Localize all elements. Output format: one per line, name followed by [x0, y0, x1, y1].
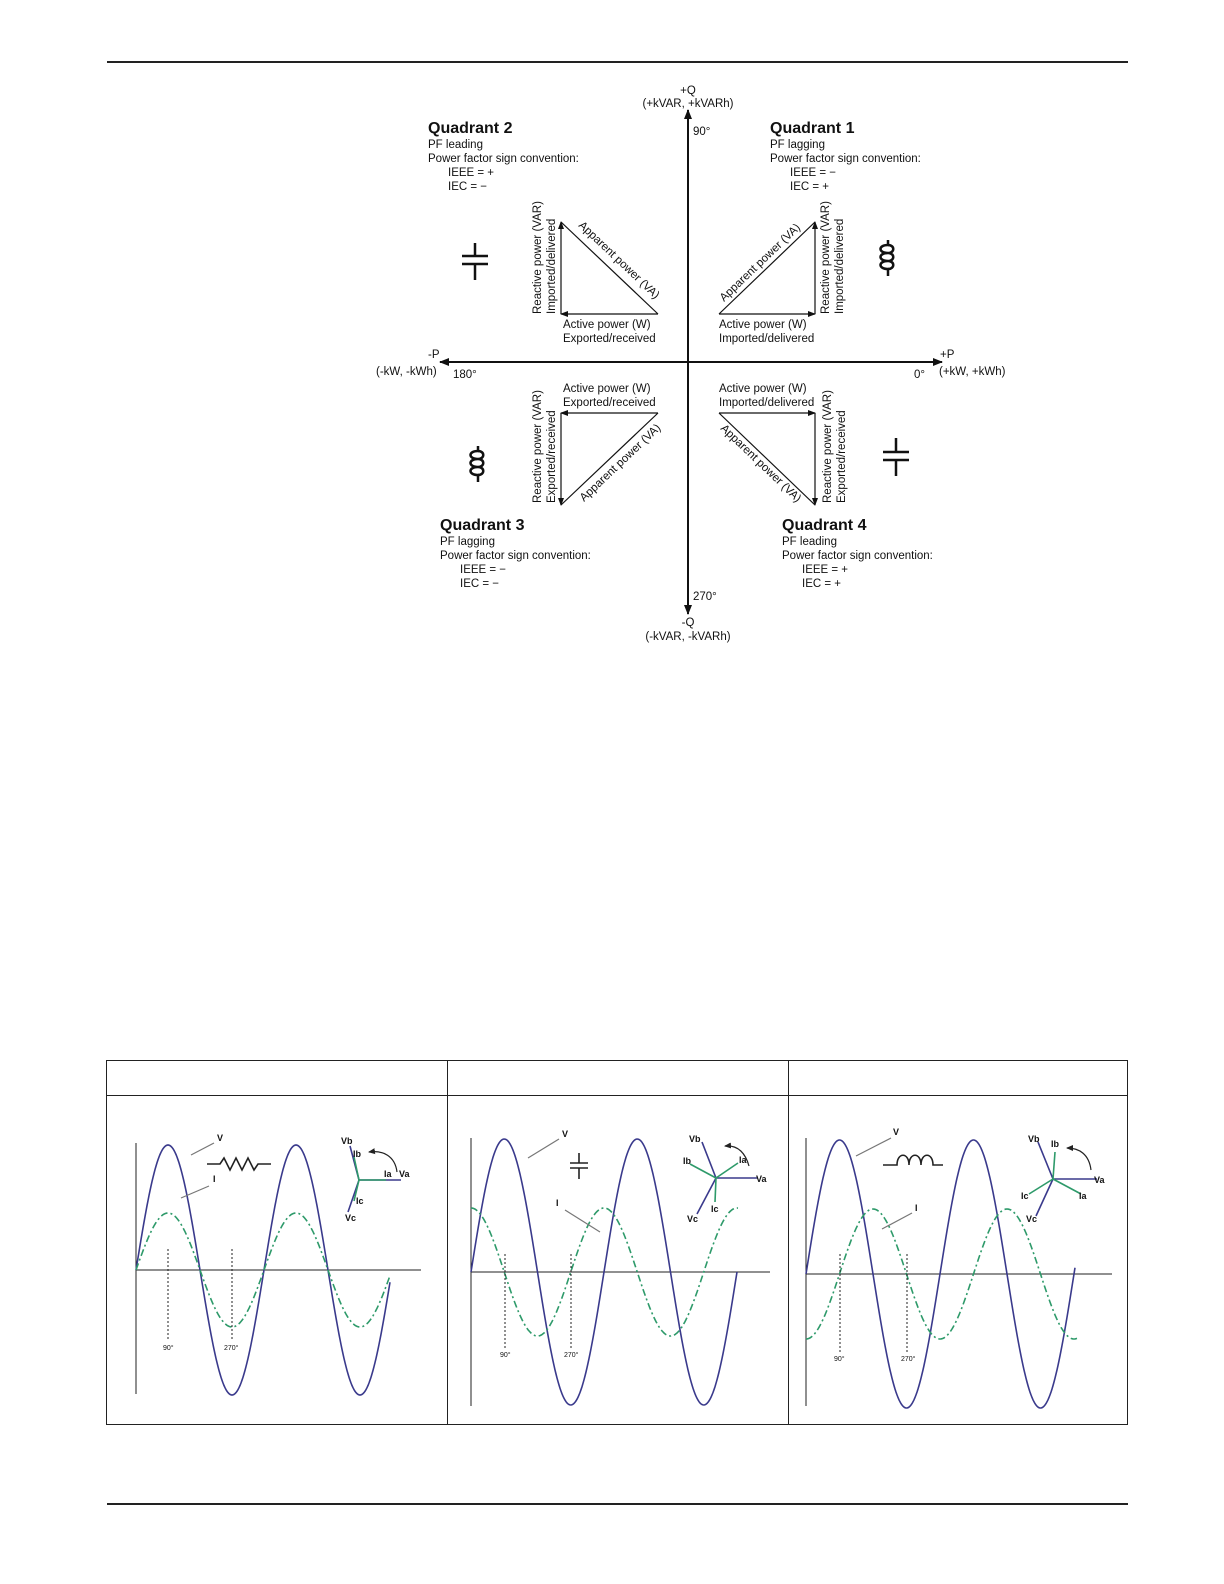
ia-label: Ia — [384, 1169, 392, 1179]
apparent-power-label: Apparent power (VA) — [717, 422, 804, 505]
apparent-power-label: Apparent power (VA) — [577, 422, 664, 505]
deg-90-label: 90° — [834, 1356, 845, 1363]
reactive-power-label: Reactive power (VAR) — [820, 201, 832, 314]
quadrant-1-info — [770, 120, 921, 193]
deg-90-label: 90° — [500, 1352, 511, 1359]
ieee-text: IEEE = − — [460, 564, 507, 576]
ieee-text: IEEE = − — [790, 167, 837, 179]
deg-270-label: 270° — [693, 591, 717, 603]
resistor-icon — [207, 1158, 271, 1170]
quadrant-4-triangle — [718, 383, 848, 505]
neg-p-label: -P — [428, 349, 440, 361]
active-power-label: Active power (W) — [563, 383, 651, 395]
capacitor-icon — [570, 1153, 588, 1179]
quadrant-2-triangle — [532, 201, 662, 345]
ic-label: Ic — [711, 1204, 719, 1214]
ib-label: Ib — [353, 1149, 361, 1159]
pf-text: PF leading — [782, 536, 837, 548]
neg-p-units: (-kW, -kWh) — [376, 366, 437, 378]
ib-label: Ib — [1051, 1139, 1059, 1149]
ic-label: Ic — [1021, 1191, 1029, 1201]
bottom-rule — [107, 1503, 1128, 1505]
quadrant-3-triangle — [532, 383, 663, 505]
v-label: V — [893, 1127, 900, 1137]
iec-text: IEC = + — [802, 578, 841, 590]
ieee-text: IEEE = + — [802, 564, 849, 576]
deg-270-label: 270° — [901, 1356, 916, 1363]
v-label: V — [562, 1129, 569, 1139]
pf-text: PF lagging — [440, 536, 495, 548]
ia-label: Ia — [1079, 1191, 1087, 1201]
vb-label: Vb — [341, 1136, 353, 1146]
quadrant-2-info — [428, 120, 579, 193]
iec-text: IEC = − — [448, 181, 487, 193]
phasor-diagram — [683, 1134, 768, 1224]
table-header-row — [107, 1061, 1127, 1096]
reactive-power-label: Reactive power (VAR) — [532, 390, 544, 503]
pf-text: PF lagging — [770, 139, 825, 151]
iec-text: IEC = + — [790, 181, 829, 193]
phasor-diagram — [1021, 1134, 1106, 1224]
reactive-power-label: Reactive power (VAR) — [532, 201, 544, 314]
va-label: Va — [756, 1174, 767, 1184]
deg-0-label: 0° — [914, 369, 925, 381]
active-power-label: Active power (W) — [719, 383, 807, 395]
exported-label: Exported/received — [563, 333, 656, 345]
pos-q-units: (+kVAR, +kVARh) — [642, 98, 734, 110]
vc-label: Vc — [1026, 1214, 1038, 1224]
vb-label: Vb — [689, 1134, 701, 1144]
imported-label: Imported/delivered — [719, 397, 815, 409]
va-label: Va — [1094, 1175, 1105, 1185]
phasor-diagram — [341, 1136, 411, 1223]
inductor-icon — [881, 240, 894, 276]
imported-label: Imported/delivered — [719, 333, 815, 345]
neg-q-units: (-kVAR, -kVARh) — [645, 631, 731, 643]
capacitive-load-panel — [448, 1096, 788, 1425]
ib-label: Ib — [683, 1156, 691, 1166]
inductor-icon — [883, 1155, 943, 1165]
iec-text: IEC = − — [460, 578, 499, 590]
convention-text: Power factor sign convention: — [428, 153, 579, 165]
inductive-load-panel — [789, 1096, 1129, 1425]
deg-90-label: 90° — [163, 1345, 174, 1352]
v-label: V — [217, 1133, 224, 1143]
va-label: Va — [399, 1169, 410, 1179]
exported-label: Exported/received — [563, 397, 656, 409]
exported-label: Exported/received — [836, 410, 848, 503]
imported-label: Imported/delivered — [834, 218, 846, 314]
convention-text: Power factor sign convention: — [440, 550, 591, 562]
ieee-text: IEEE = + — [448, 167, 495, 179]
ia-label: Ia — [739, 1155, 747, 1165]
apparent-power-label: Apparent power (VA) — [575, 219, 662, 302]
active-power-label: Active power (W) — [563, 319, 651, 331]
pos-q-label: +Q — [680, 85, 696, 97]
power-quadrant-diagram — [0, 0, 1224, 660]
vb-label: Vb — [1028, 1134, 1040, 1144]
i-label: I — [556, 1198, 559, 1208]
imported-label: Imported/delivered — [546, 218, 558, 314]
quadrant-4-info — [782, 517, 933, 590]
quadrant-title: Quadrant 2 — [428, 120, 513, 137]
quadrant-title: Quadrant 4 — [782, 517, 867, 534]
capacitor-icon — [462, 243, 488, 280]
deg-270-label: 270° — [224, 1345, 239, 1352]
quadrant-title: Quadrant 3 — [440, 517, 525, 534]
neg-q-label: -Q — [681, 617, 695, 629]
i-label: I — [213, 1174, 216, 1184]
vc-label: Vc — [687, 1214, 699, 1224]
active-power-label: Active power (W) — [719, 319, 807, 331]
i-label: I — [915, 1203, 918, 1213]
resistive-load-panel — [107, 1096, 447, 1425]
deg-90-label: 90° — [693, 126, 711, 138]
convention-text: Power factor sign convention: — [782, 550, 933, 562]
deg-180-label: 180° — [453, 369, 477, 381]
convention-text: Power factor sign convention: — [770, 153, 921, 165]
pf-text: PF leading — [428, 139, 483, 151]
ic-label: Ic — [356, 1196, 364, 1206]
inductor-icon — [471, 446, 484, 482]
pos-p-units: (+kW, +kWh) — [939, 366, 1006, 378]
quadrant-3-info — [440, 517, 591, 590]
apparent-power-label: Apparent power (VA) — [717, 221, 803, 305]
quadrant-title: Quadrant 1 — [770, 120, 855, 137]
quadrant-1-triangle — [718, 201, 846, 345]
reactive-power-label: Reactive power (VAR) — [822, 390, 834, 503]
pos-p-label: +P — [940, 349, 955, 361]
deg-270-label: 270° — [564, 1352, 579, 1359]
capacitor-icon — [883, 438, 909, 476]
exported-label: Exported/received — [546, 410, 558, 503]
vc-label: Vc — [345, 1213, 357, 1223]
waveform-table — [106, 1060, 1128, 1425]
